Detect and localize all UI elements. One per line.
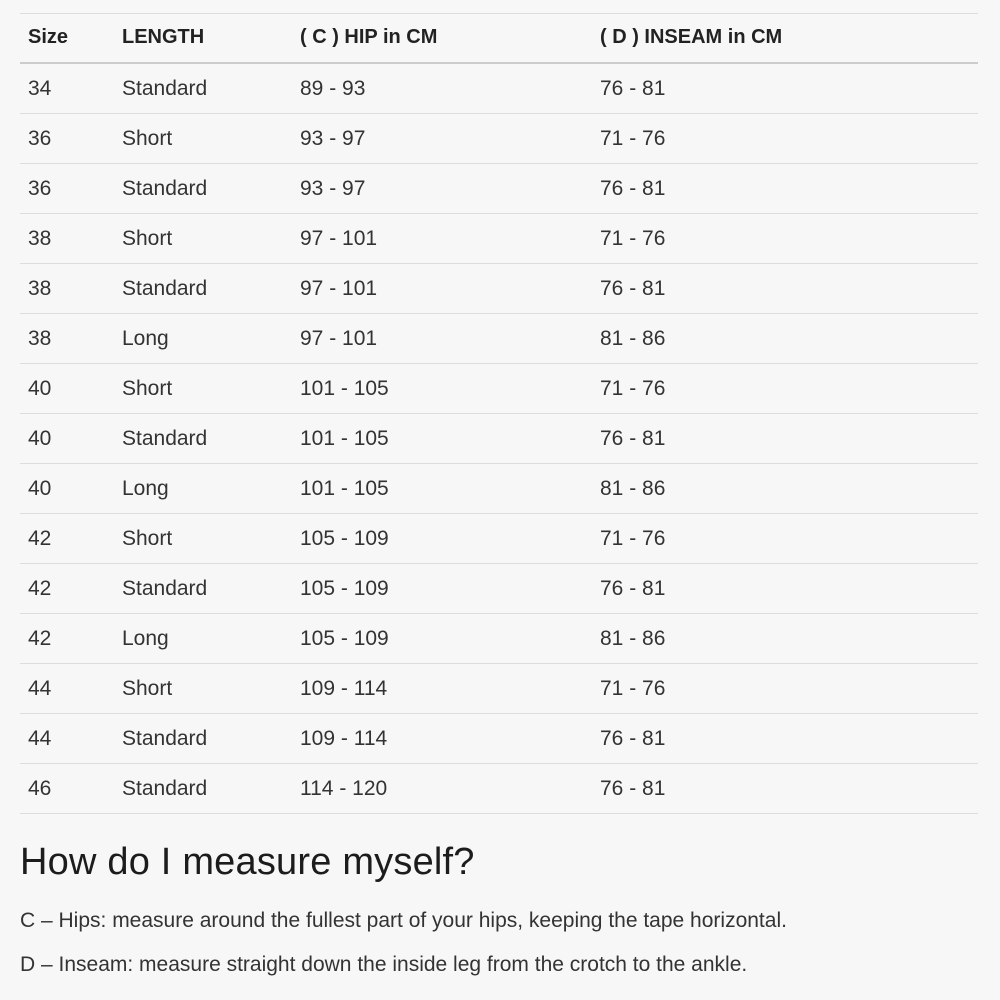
size-chart-table — [20, 13, 978, 814]
size-chart-header-row — [20, 14, 978, 64]
table-cell: 76 - 81 — [592, 63, 978, 114]
table-row — [20, 114, 978, 164]
table-cell: Long — [114, 614, 292, 664]
table-row — [20, 714, 978, 764]
table-cell: 44 — [20, 664, 114, 714]
table-cell: 97 - 101 — [292, 214, 592, 264]
measure-section-heading: How do I measure myself? — [20, 841, 475, 883]
table-row — [20, 214, 978, 264]
table-cell: 93 - 97 — [292, 164, 592, 214]
table-cell: 76 - 81 — [592, 714, 978, 764]
table-cell: 40 — [20, 414, 114, 464]
table-cell: 76 - 81 — [592, 564, 978, 614]
table-cell: Standard — [114, 164, 292, 214]
table-cell: Standard — [114, 264, 292, 314]
table-cell: 81 - 86 — [592, 464, 978, 514]
column-header-size: Size — [20, 14, 114, 64]
table-cell: 71 - 76 — [592, 214, 978, 264]
table-cell: 34 — [20, 63, 114, 114]
table-cell: Standard — [114, 63, 292, 114]
table-cell: Standard — [114, 414, 292, 464]
table-cell: 76 - 81 — [592, 164, 978, 214]
table-cell: 71 - 76 — [592, 514, 978, 564]
table-cell: 105 - 109 — [292, 564, 592, 614]
table-cell: Short — [114, 214, 292, 264]
table-row — [20, 614, 978, 664]
table-row — [20, 264, 978, 314]
table-cell: 89 - 93 — [292, 63, 592, 114]
table-cell: 38 — [20, 314, 114, 364]
column-header-length: LENGTH — [114, 14, 292, 64]
table-cell: Short — [114, 514, 292, 564]
table-cell: 40 — [20, 464, 114, 514]
table-cell: 44 — [20, 714, 114, 764]
table-cell: Standard — [114, 764, 292, 814]
table-cell: 81 - 86 — [592, 314, 978, 364]
table-cell: 101 - 105 — [292, 414, 592, 464]
measure-instruction-inseam: D – Inseam: measure straight down the inside leg from the crotch to the ankle. — [20, 953, 748, 976]
table-row — [20, 63, 978, 114]
size-guide-page — [0, 13, 1000, 1000]
table-cell: 38 — [20, 214, 114, 264]
size-table-body — [20, 63, 978, 814]
table-cell: 97 - 101 — [292, 314, 592, 364]
table-cell: 42 — [20, 514, 114, 564]
table-cell: 81 - 86 — [592, 614, 978, 664]
table-cell: 101 - 105 — [292, 464, 592, 514]
column-header-inseam: ( D ) INSEAM in CM — [592, 14, 978, 64]
table-cell: 40 — [20, 364, 114, 414]
table-cell: Long — [114, 464, 292, 514]
table-row — [20, 664, 978, 714]
table-row — [20, 414, 978, 464]
table-cell: 71 - 76 — [592, 114, 978, 164]
table-cell: Standard — [114, 564, 292, 614]
table-row — [20, 314, 978, 364]
table-cell: 42 — [20, 614, 114, 664]
column-header-hip: ( C ) HIP in CM — [292, 14, 592, 64]
table-cell: 93 - 97 — [292, 114, 592, 164]
table-cell: Short — [114, 364, 292, 414]
table-row — [20, 464, 978, 514]
table-cell: 71 - 76 — [592, 664, 978, 714]
table-row — [20, 564, 978, 614]
table-row — [20, 764, 978, 814]
table-cell: Standard — [114, 714, 292, 764]
table-cell: 76 - 81 — [592, 764, 978, 814]
table-cell: 105 - 109 — [292, 614, 592, 664]
table-cell: Short — [114, 114, 292, 164]
table-cell: 97 - 101 — [292, 264, 592, 314]
table-row — [20, 164, 978, 214]
table-cell: 76 - 81 — [592, 414, 978, 464]
table-cell: 101 - 105 — [292, 364, 592, 414]
measure-instruction-hips: C – Hips: measure around the fullest part of your hips, keeping the tape horizontal. — [20, 909, 787, 932]
table-cell: 114 - 120 — [292, 764, 592, 814]
table-cell: 36 — [20, 164, 114, 214]
table-cell: 71 - 76 — [592, 364, 978, 414]
table-cell: 109 - 114 — [292, 714, 592, 764]
table-row — [20, 514, 978, 564]
table-cell: 42 — [20, 564, 114, 614]
table-cell: 46 — [20, 764, 114, 814]
table-cell: 76 - 81 — [592, 264, 978, 314]
table-cell: 36 — [20, 114, 114, 164]
table-cell: 105 - 109 — [292, 514, 592, 564]
table-row — [20, 364, 978, 414]
table-cell: 109 - 114 — [292, 664, 592, 714]
table-cell: 38 — [20, 264, 114, 314]
table-cell: Short — [114, 664, 292, 714]
table-cell: Long — [114, 314, 292, 364]
